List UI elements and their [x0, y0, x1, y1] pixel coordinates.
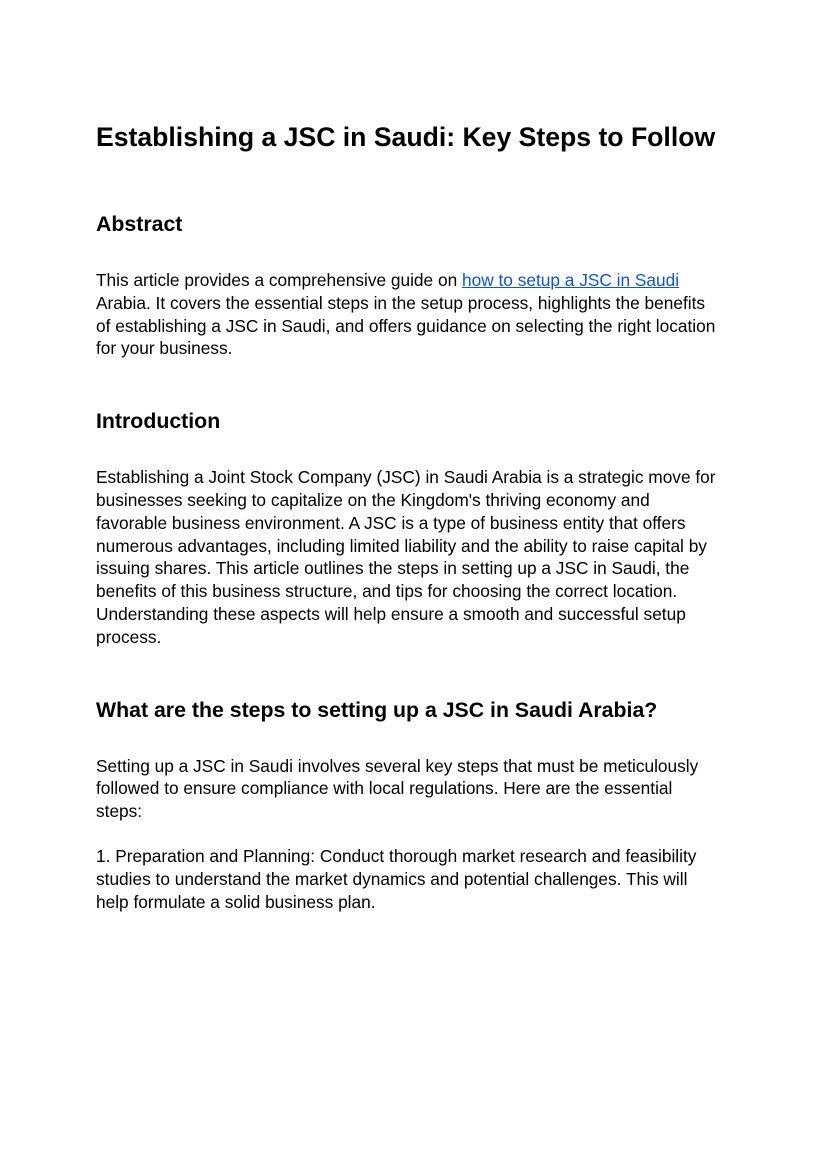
step-1-paragraph: 1. Preparation and Planning: Conduct thorough market research and feasibility studies to understand the market dynamics and potential challenges. This will help formulate a solid business plan. [96, 845, 697, 912]
abstract-heading: Abstract [96, 212, 183, 236]
abstract-text-after-link: Arabia. It covers the essential steps in the setup process, highlights the benefits of establishing a JSC in Saudi, and offers guidance on selecting the right location for your business. [96, 292, 716, 359]
introduction-heading: Introduction [96, 409, 221, 434]
document-title: Establishing a JSC in Saudi: Key Steps to Follow [96, 122, 716, 152]
document-page [0, 118, 816, 1174]
introduction-paragraph: Establishing a Joint Stock Company (JSC) in Saudi Arabia is a strategic move for businesses seeking to capitalize on the Kingdom's thriving economy and favorable business environment. A JSC is a type of business entity that offers numerous advantages, including limited liability and the ability to raise capital by issuing shares. This article outlines the steps in setting up a JSC in Saudi, the benefits of this business structure, and tips for choosing the correct location. Understanding these aspects will help ensure a smooth and successful setup process. [96, 467, 716, 647]
abstract-text-before-link: This article provides a comprehensive guide on [96, 270, 462, 290]
setup-jsc-link[interactable]: how to setup a JSC in Saudi [461, 270, 680, 290]
abstract-paragraph [96, 269, 720, 360]
steps-intro-paragraph: Setting up a JSC in Saudi involves several key steps that must be meticulously followed to ensure compliance with local regulations. Here are the essential steps: [96, 755, 699, 822]
steps-section-heading: What are the steps to setting up a JSC in Saudi Arabia? [96, 697, 658, 722]
